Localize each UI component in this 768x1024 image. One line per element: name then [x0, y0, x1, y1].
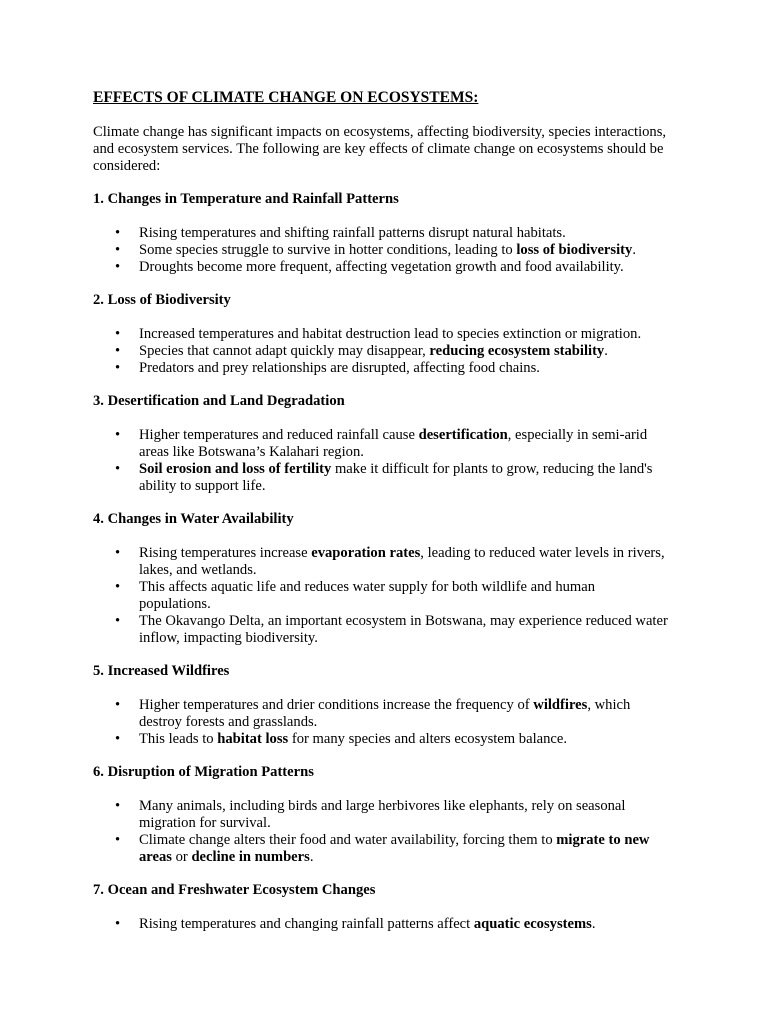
- bold-text: decline in numbers: [191, 849, 310, 865]
- text-run: or: [171, 849, 192, 865]
- bullet-list: [93, 798, 668, 866]
- bold-text: wildfires: [533, 697, 588, 713]
- section-heading: 2. Loss of Biodiversity: [93, 292, 231, 308]
- bullet-list: [93, 545, 668, 647]
- list-item: [139, 916, 668, 933]
- text-run: .: [591, 916, 596, 932]
- section-heading: 3. Desertification and Land Degradation: [93, 393, 345, 409]
- text-run: .: [604, 343, 608, 359]
- text-run: Rising temperatures increase: [139, 545, 312, 561]
- list-item: [139, 360, 668, 377]
- text-run: Increased temperatures and habitat destruction lead to species extinction or migration.: [139, 326, 642, 342]
- section-heading: 6. Disruption of Migration Patterns: [93, 764, 314, 780]
- sections-container: [93, 191, 668, 933]
- list-item: [139, 225, 668, 242]
- text-run: Rising temperatures and changing rainfall patterns affect: [139, 916, 474, 932]
- text-run: , especially in semi-arid areas like Botswana’s Kalahari region.: [139, 427, 648, 460]
- bold-text: Soil erosion and loss of fertility: [139, 461, 332, 477]
- text-run: This affects aquatic life and reduces water supply for both wildlife and human populations.: [139, 579, 596, 612]
- bold-text: aquatic ecosystems: [473, 916, 592, 932]
- list-item: [139, 697, 668, 731]
- text-run: Species that cannot adapt quickly may disappear,: [139, 343, 430, 359]
- list-item: [139, 343, 668, 360]
- text-run: for many species and alters ecosystem balance.: [288, 731, 567, 747]
- text-run: Predators and prey relationships are disrupted, affecting food chains.: [139, 360, 540, 376]
- text-run: Droughts become more frequent, affecting vegetation growth and food availability.: [139, 259, 624, 275]
- list-item: [139, 259, 668, 276]
- bold-text: loss of biodiversity: [516, 242, 633, 258]
- text-run: , leading to reduced water levels in rivers, lakes, and wetlands.: [139, 545, 665, 578]
- bold-text: evaporation rates: [311, 545, 421, 561]
- section-heading: 7. Ocean and Freshwater Ecosystem Changes: [93, 882, 376, 898]
- section-heading: 4. Changes in Water Availability: [93, 511, 294, 527]
- bold-text: habitat loss: [217, 731, 289, 747]
- list-item: [139, 242, 668, 259]
- text-run: make it difficult for plants to grow, reducing the land's ability to support life.: [139, 461, 653, 494]
- section-heading: 5. Increased Wildfires: [93, 663, 230, 679]
- text-run: This leads to: [139, 731, 218, 747]
- text-run: .: [309, 849, 314, 865]
- list-item: [139, 832, 668, 866]
- list-item: [139, 545, 668, 579]
- list-item: [139, 613, 668, 647]
- bullet-list: [93, 427, 668, 495]
- list-item: [139, 731, 668, 748]
- list-item: [139, 579, 668, 613]
- text-run: Many animals, including birds and large herbivores like elephants, rely on seasonal migration for survival.: [139, 798, 626, 831]
- bullet-list: [93, 697, 668, 748]
- list-item: [139, 326, 668, 343]
- text-run: Some species struggle to survive in hotter conditions, leading to: [139, 242, 517, 258]
- intro-paragraph: Climate change has significant impacts on ecosystems, affecting biodiversity, species interactions, and ecosystem services. The following are key effects of climate change on ecosystems should be considered:: [93, 124, 667, 174]
- text-run: Higher temperatures and drier conditions increase the frequency of: [139, 697, 534, 713]
- text-run: , which destroy forests and grasslands.: [139, 697, 631, 730]
- bullet-list: [93, 225, 668, 276]
- document-title: EFFECTS OF CLIMATE CHANGE ON ECOSYSTEMS:: [93, 89, 479, 106]
- bold-text: migrate to new areas: [139, 832, 650, 865]
- bold-text: reducing ecosystem stability: [429, 343, 605, 359]
- bold-text: desertification: [418, 427, 508, 443]
- bullet-list: [93, 916, 668, 933]
- text-run: Rising temperatures and shifting rainfall patterns disrupt natural habitats.: [139, 225, 566, 241]
- text-run: Climate change alters their food and water availability, forcing them to: [139, 832, 557, 848]
- bullet-list: [93, 326, 668, 377]
- text-run: .: [632, 242, 636, 258]
- list-item: [139, 461, 668, 495]
- list-item: [139, 427, 668, 461]
- section-heading: 1. Changes in Temperature and Rainfall Patterns: [93, 191, 399, 207]
- text-run: The Okavango Delta, an important ecosystem in Botswana, may experience reduced water inflow, impacting biodiversity.: [139, 613, 668, 646]
- text-run: Higher temperatures and reduced rainfall cause: [139, 427, 419, 443]
- list-item: [139, 798, 668, 832]
